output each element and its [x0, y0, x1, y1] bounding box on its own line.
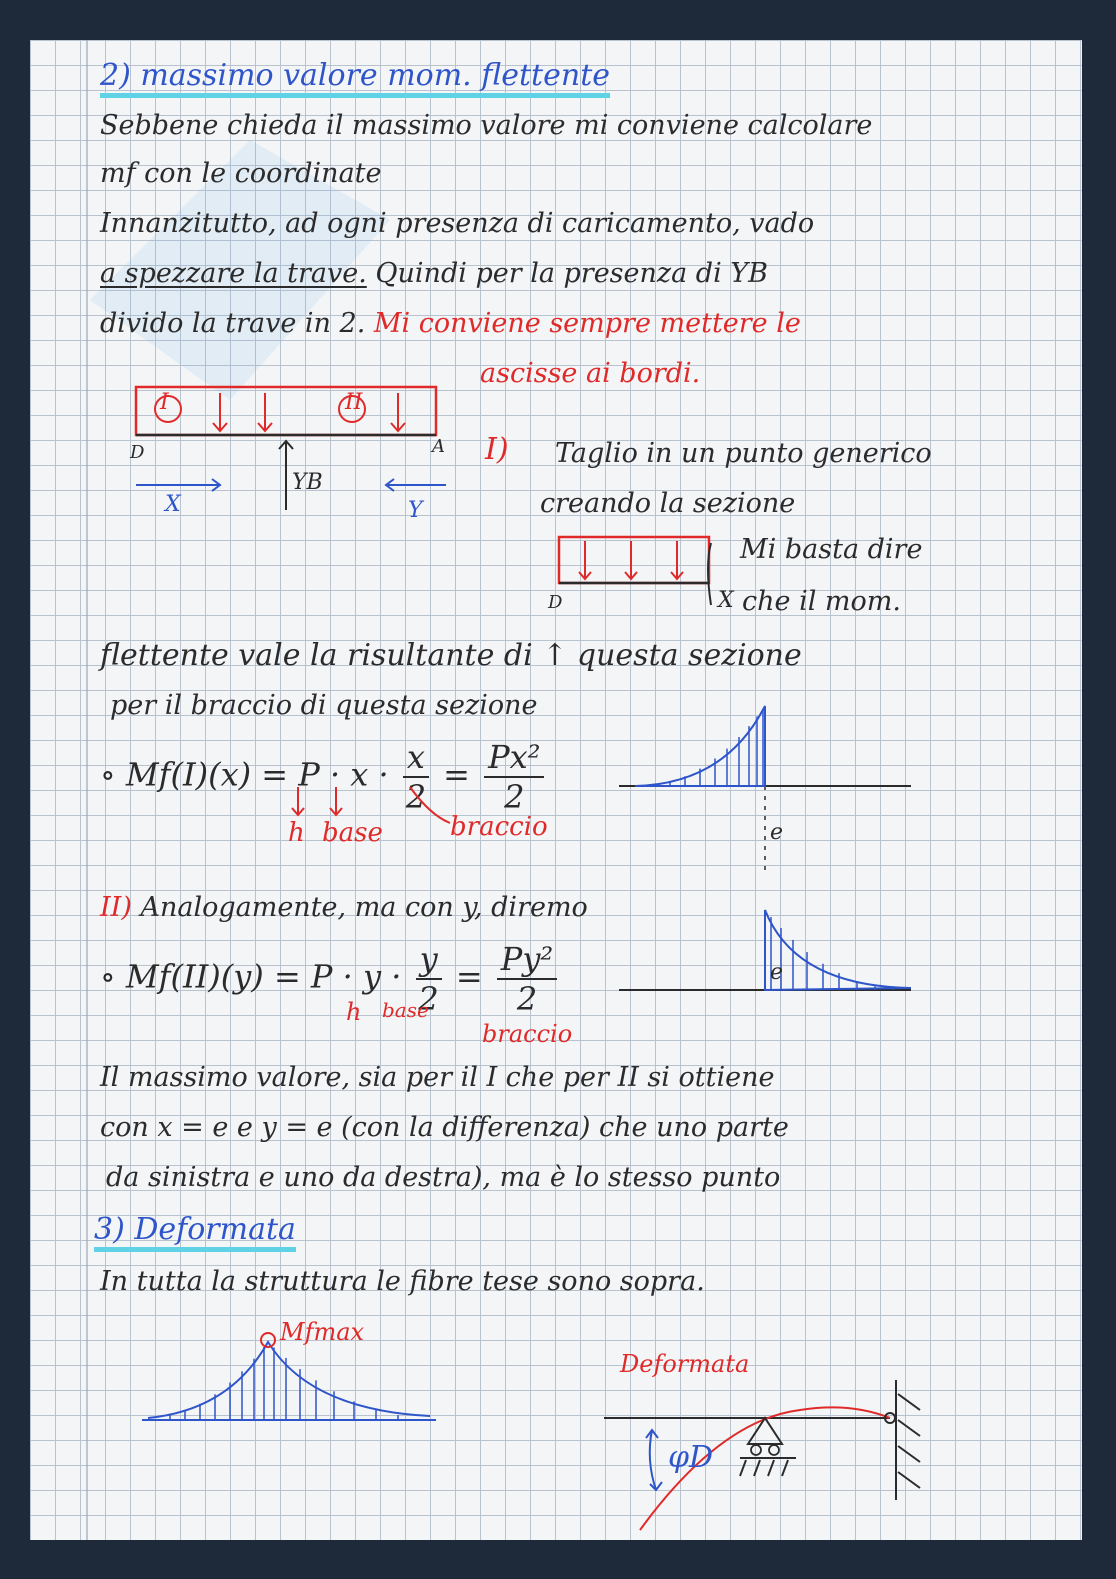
deformata-label: Deformata — [620, 1350, 750, 1378]
formula-2-result: $\frac{\text{Py²}}{2}$ — [497, 940, 557, 1018]
formula-mf-2: ∘ Mf(II)(y) = P · y · $\frac{y}{2}$ = $\frac{\text{Py²}}{2}$ — [100, 940, 561, 1018]
formula-2-lhs: ∘ Mf(II)(y) = — [100, 957, 301, 996]
cut-side-text-1: Mi basta dire — [740, 534, 923, 565]
formula-mf-1: ∘ Mf(I)(x) = P · x · $\frac{x}{2}$ = $\frac{\text{Px²}}{2}$ — [100, 738, 548, 816]
moment-diagram-1 — [615, 700, 915, 880]
reaction-yb-label: YB — [292, 470, 323, 495]
deformata-diagram — [600, 1380, 940, 1540]
beam-node-a: A — [432, 436, 445, 457]
formula-2-ann-h: h — [346, 998, 362, 1026]
section-node-d: D — [548, 592, 563, 613]
cut-label-1: I) — [485, 432, 509, 467]
y-axis-label: Y — [408, 498, 423, 523]
formula-2-y: y — [362, 957, 382, 996]
phi-d-label: φD — [668, 1440, 714, 1475]
cut-text-1: Taglio in un punto generico — [555, 438, 932, 469]
section-2-label: II) — [100, 892, 132, 923]
section-x-label: X — [718, 588, 734, 613]
text-line-4a: a spezzare la trave. — [100, 258, 367, 289]
text-line-10: con x = e e y = e (con la differenza) che uno parte — [100, 1112, 789, 1143]
text-line-4 — [100, 258, 768, 289]
formula-2-ann-braccio: braccio — [482, 1020, 573, 1048]
formula-2-ann-base: base — [382, 998, 429, 1022]
beam-node-d: D — [130, 442, 145, 463]
formula-1-p: P — [298, 755, 320, 794]
diagram-2-e-label: e — [770, 960, 784, 985]
cut-side-text-2: che il mom. — [742, 586, 901, 617]
mf-max-label: Mfmax — [280, 1318, 365, 1346]
diagram-1-e-label: e — [770, 820, 784, 845]
text-line-3: Innanzitutto, ad ogni presenza di caricamento, vado — [100, 208, 815, 239]
formula-1-lhs: ∘ Mf(I)(x) = — [100, 755, 289, 794]
moment-diagram-2 — [615, 902, 915, 1002]
text-line-5a: divido la trave in 2. — [100, 308, 366, 339]
formula-1-ann-h: h — [288, 818, 305, 848]
x-axis-label: X — [165, 492, 181, 517]
mf-max-diagram — [140, 1330, 440, 1440]
text-line-1: Sebbene chieda il massimo valore mi conviene calcolare — [100, 110, 873, 141]
section-2-text: Analogamente, ma con y, diremo — [140, 892, 588, 923]
text-line-2: mf con le coordinate — [100, 158, 382, 189]
segment-label-2: II — [345, 390, 363, 415]
formula-1-x: x — [350, 755, 369, 794]
text-line-12: In tutta la struttura le fibre tese sono sopra. — [100, 1266, 705, 1297]
formula-1-ann-base: base — [322, 818, 383, 848]
text-line-5b: Mi conviene sempre mettere le — [373, 308, 801, 339]
formula-1-ann-braccio: braccio — [450, 812, 548, 842]
formula-2-frac: $\frac{y}{2}$ — [416, 940, 442, 1018]
text-line-11: da sinistra e uno da destra), ma è lo stesso punto — [106, 1162, 781, 1193]
notebook-page — [30, 40, 1082, 1540]
section-2-line — [100, 892, 588, 923]
formula-1-frac: $\frac{x}{2}$ — [403, 738, 429, 816]
segment-label-1: I — [160, 390, 169, 415]
text-line-6: ascisse ai bordi. — [480, 358, 701, 389]
heading-section-2: 2) massimo valore mom. flettente — [100, 58, 610, 93]
text-line-9: Il massimo valore, sia per il I che per II si ottiene — [100, 1062, 775, 1093]
heading-section-3: 3) Deformata — [94, 1212, 296, 1247]
text-line-7: flettente vale la risultante di ↑ questa sezione — [100, 638, 802, 673]
text-line-4b: Quindi per la presenza di YB — [375, 258, 768, 289]
cut-text-2: creando la sezione — [540, 488, 796, 519]
text-line-5 — [100, 308, 801, 339]
section-diagram — [555, 535, 725, 615]
formula-2-p: P — [310, 957, 333, 996]
formula-1-result: $\frac{\text{Px²}}{2}$ — [484, 738, 544, 816]
text-line-8: per il braccio di questa sezione — [110, 690, 538, 721]
